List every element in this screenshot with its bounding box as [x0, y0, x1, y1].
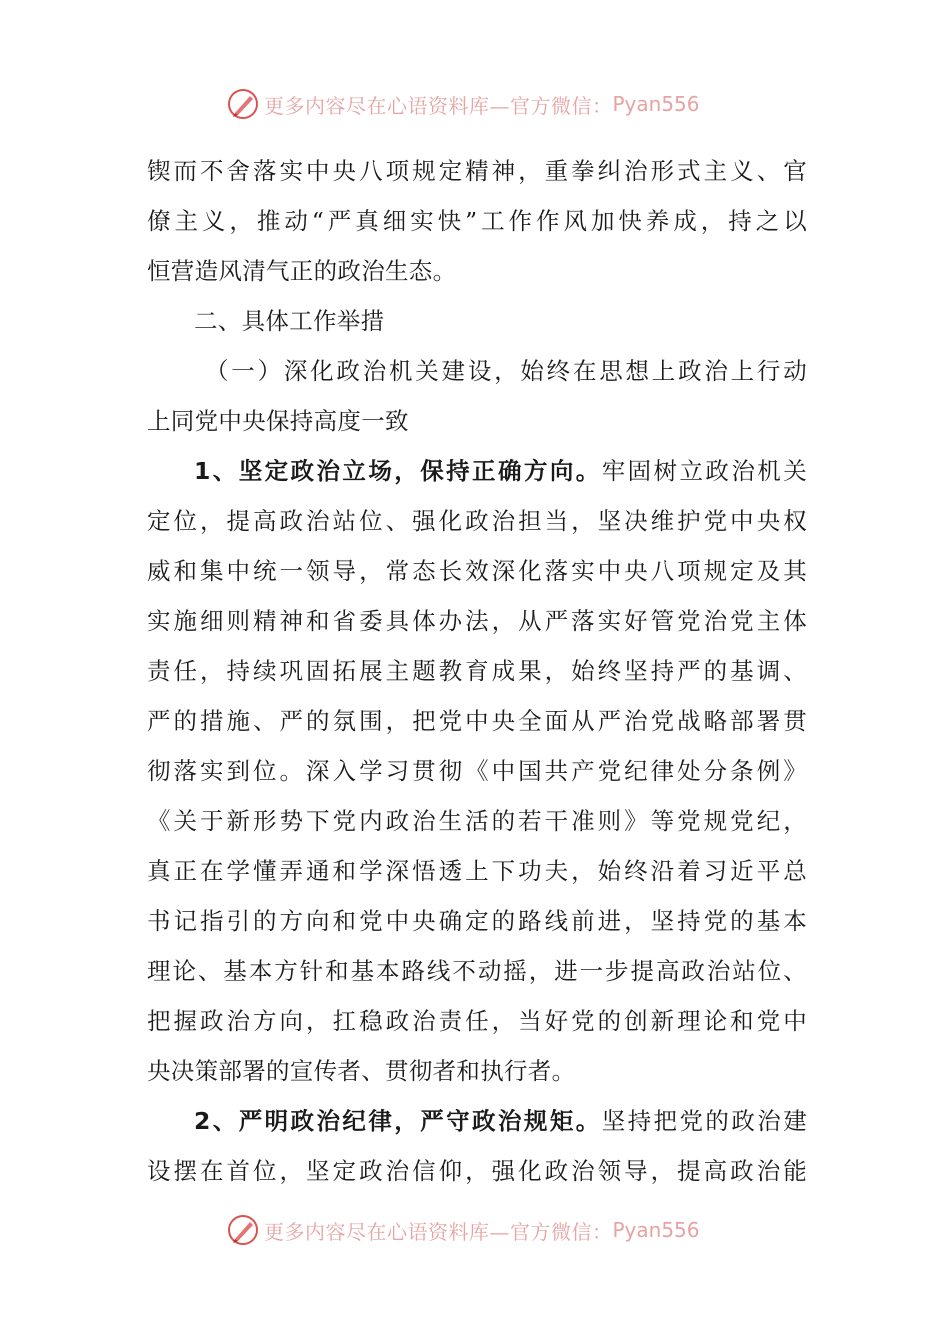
item-text: 牢固树立政治机关 — [601, 457, 807, 485]
text-line: 理论、基本方针和基本路线不动摇，进一步提高政治站位、 — [147, 957, 807, 985]
text-line: 严的措施、严的氛围，把党中央全面从严治党战略部署贯 — [147, 707, 807, 735]
text-line: 定位，提高政治站位、强化政治担当，坚决维护党中央权 — [147, 507, 807, 535]
footer-watermark — [226, 1210, 700, 1250]
watermark-text: 更多内容尽在心语资料库—官方微信： — [264, 93, 613, 118]
text-line: 责任，持续巩固拓展主题教育成果，始终坚持严的基调、 — [147, 657, 807, 685]
item-text: 坚持把党的政治建 — [601, 1107, 807, 1135]
text-line: 真正在学懂弄通和学深悟透上下功夫，始终沿着习近平总 — [147, 857, 807, 885]
subsection-heading: （一）深化政治机关建设，始终在思想上政治上行动 — [205, 357, 807, 385]
section-heading: 二、具体工作举措 — [194, 307, 385, 335]
text-line: 僚主义，推动“严真细实快”工作作风加快养成，持之以 — [147, 207, 807, 235]
paragraph-first-line — [147, 1096, 807, 1146]
text-line: 把握政治方向，扛稳政治责任，当好党的创新理论和党中 — [147, 1007, 807, 1035]
text-line: 《关于新形势下党内政治生活的若干准则》等党规党纪， — [147, 807, 807, 835]
item-title: 2、严明政治纪律，严守政治规矩。 — [194, 1107, 602, 1135]
pen-logo-icon — [226, 87, 260, 121]
pen-logo-icon — [226, 1213, 260, 1247]
watermark-wechat-id: Pyan556 — [612, 92, 700, 116]
text-line: 书记指引的方向和党中央确定的路线前进，坚持党的基本 — [147, 907, 807, 935]
text-line: 设摆在首位，坚定政治信仰，强化政治领导，提高政治能 — [147, 1157, 807, 1185]
text-line: 实施细则精神和省委具体办法，从严落实好管党治党主体 — [147, 607, 807, 635]
paragraph-first-line — [147, 446, 807, 496]
text-line: 威和集中统一领导，常态长效深化落实中央八项规定及其 — [147, 557, 807, 585]
text-line: 彻落实到位。深入学习贯彻《中国共产党纪律处分条例》 — [147, 757, 807, 785]
document-body — [147, 146, 807, 1196]
header-watermark — [226, 84, 700, 124]
watermark-wechat-id: Pyan556 — [612, 1218, 700, 1242]
text-line: 恒营造风清气正的政治生态。 — [147, 257, 457, 285]
item-title: 1、坚定政治立场，保持正确方向。 — [194, 457, 602, 485]
text-line: 央决策部署的宣传者、贯彻者和执行者。 — [147, 1057, 576, 1085]
text-line: 锲而不舍落实中央八项规定精神，重拳纠治形式主义、官 — [147, 157, 807, 185]
subsection-heading-cont: 上同党中央保持高度一致 — [147, 407, 409, 435]
watermark-text: 更多内容尽在心语资料库—官方微信： — [264, 1219, 613, 1244]
